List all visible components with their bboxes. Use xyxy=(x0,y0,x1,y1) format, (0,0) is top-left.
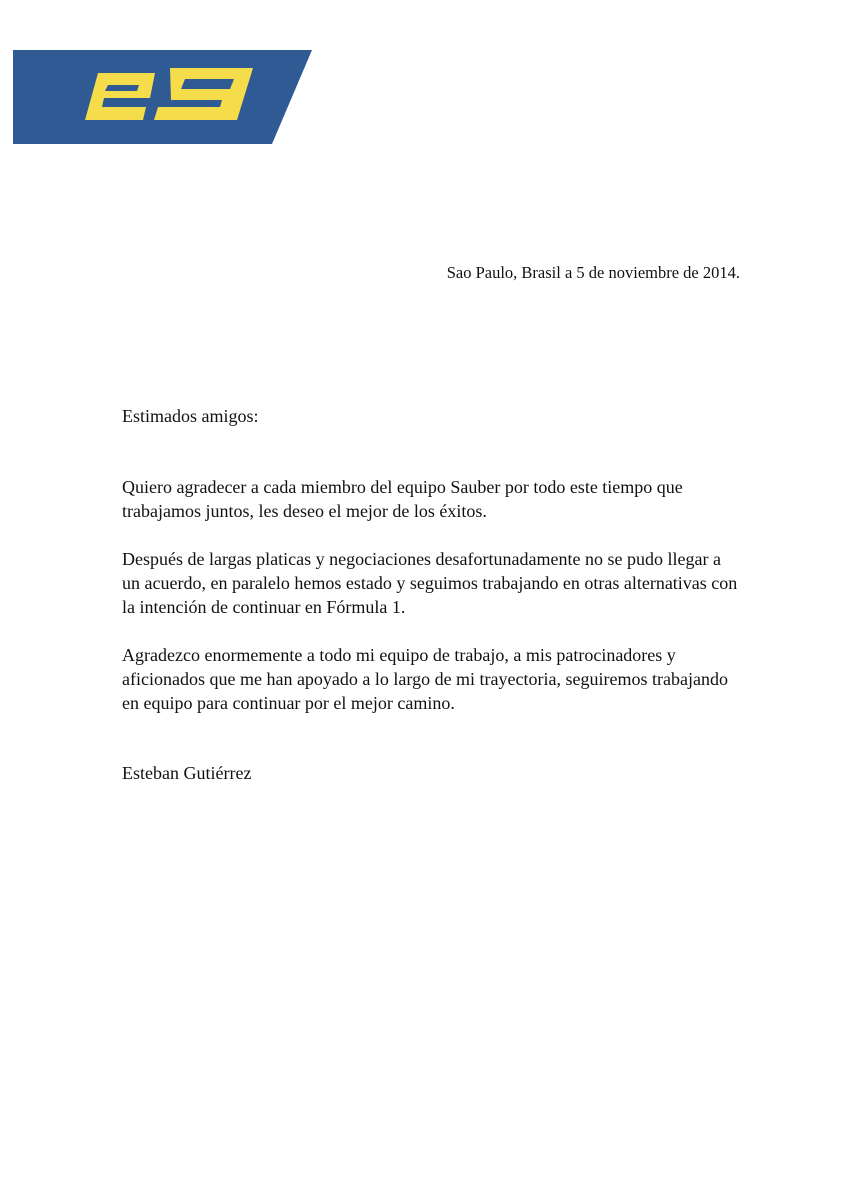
eg-logo-icon xyxy=(13,50,313,144)
letter-paragraph-3: Agradezco enormemente a todo mi equipo de trabajo, a mis patrocinadores y aficionados que me han apoyado a lo largo de mi trayectoria, seguiremos trabajando en equipo para continuar por el mejor camino. xyxy=(122,645,728,713)
letter-date: Sao Paulo, Brasil a 5 de noviembre de 2014. xyxy=(446,263,740,282)
letter-paragraph-2: Después de largas platicas y negociaciones desafortunadamente no se pudo llegar a un acuerdo, en paralelo hemos estado y seguimos trabajando en otras alternativas con la intención de continuar en Fórmula 1. xyxy=(122,549,738,617)
letter-greeting: Estimados amigos: xyxy=(122,406,259,426)
letter-signature: Esteban Gutiérrez xyxy=(122,763,252,783)
logo-banner xyxy=(13,50,312,144)
letterhead-logo xyxy=(13,50,313,144)
letter-body xyxy=(122,404,742,785)
letter-paragraph-1: Quiero agradecer a cada miembro del equipo Sauber por todo este tiempo que trabajamos juntos, les deseo el mejor de los éxitos. xyxy=(122,477,683,521)
